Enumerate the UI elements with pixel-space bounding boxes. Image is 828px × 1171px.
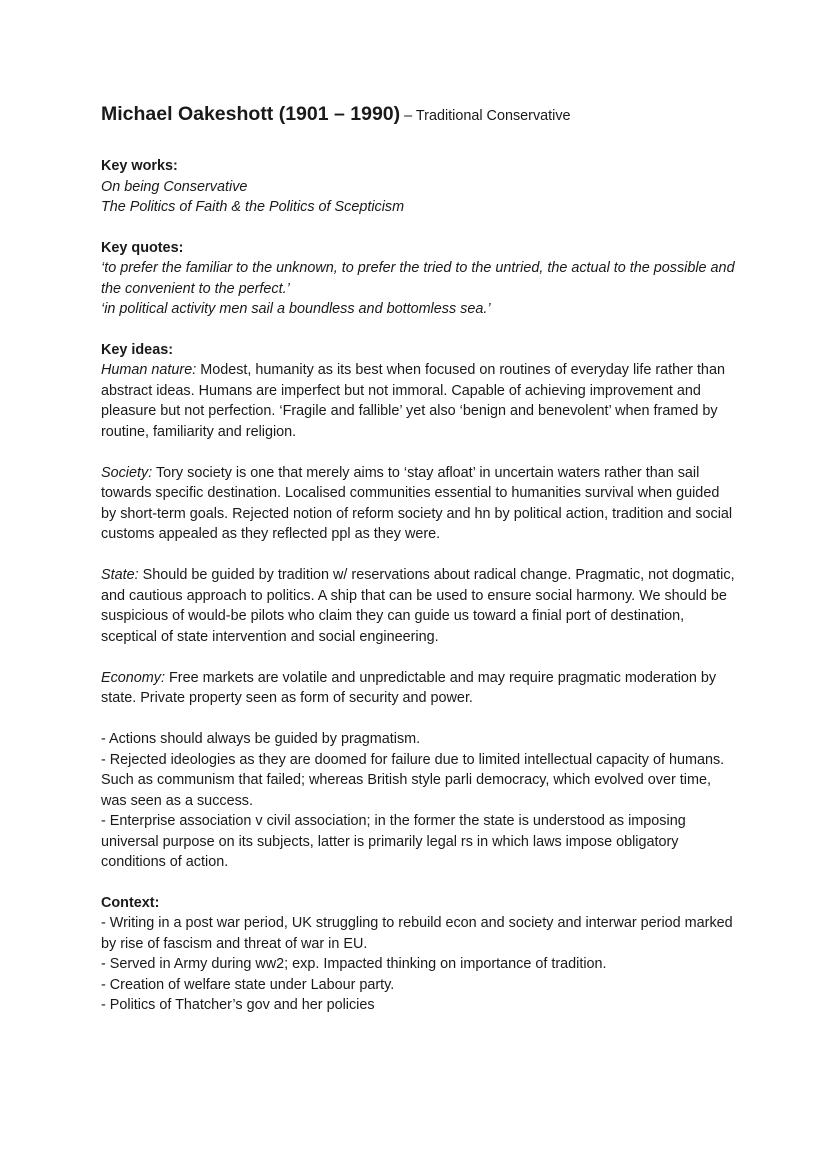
context-heading: Context: [101, 894, 160, 911]
economy-text: Free markets are volatile and unpredictable and may require pragmatic moderation by state. Private property seen as form of security and power. [101, 669, 717, 706]
context-section [101, 893, 738, 1016]
context-bullet: - Served in Army during ww2; exp. Impacted thinking on importance of tradition. [101, 956, 607, 972]
key-work-item: The Politics of Faith & the Politics of Scepticism [101, 199, 405, 215]
key-ideas-section [101, 340, 738, 873]
human-nature-text: Modest, humanity as its best when focused on routines of everyday life rather than abstract ideas. Humans are imperfect but not immoral. Capable of achieving improvement and pleasure but not perfection. ‘Fragile and fallible’ yet also ‘benign and benevolent’ when framed by routine, familiarity and religion. [101, 362, 725, 440]
title-subtitle: – Traditional Conservative [400, 108, 571, 124]
society-text: Tory society is one that merely aims to ‘stay afloat’ in uncertain waters rather than sail towards specific destination. Localised communities essential to humanities survival when guided by short-term goals. Rejected notion of reform society and hn by political action, tradition and social customs appealed as they reflected ppl as they were. [101, 464, 733, 542]
context-bullet: - Politics of Thatcher’s gov and her policies [101, 997, 375, 1013]
society-label: Society: [101, 464, 153, 481]
context-bullet: - Writing in a post war period, UK struggling to rebuild econ and society and interwar period marked by rise of fascism and threat of war in EU. [101, 915, 733, 952]
economy-label: Economy: [101, 669, 165, 686]
society-paragraph [101, 463, 738, 545]
key-work-item: On being Conservative [101, 178, 248, 195]
key-quote-item: ‘to prefer the familiar to the unknown, to prefer the tried to the untried, the actual to the possible and the convenient to the perfect.’ [101, 260, 735, 297]
human-nature-label: Human nature: [101, 362, 197, 378]
state-paragraph [101, 565, 738, 647]
page-title [101, 100, 738, 130]
key-works-heading: Key works: [101, 158, 178, 174]
human-nature-paragraph [101, 360, 738, 442]
key-quotes-heading: Key quotes: [101, 239, 184, 256]
context-bullet: - Creation of welfare state under Labour party. [101, 976, 395, 993]
key-idea-bullet: - Rejected ideologies as they are doomed for failure due to limited intellectual capacity of humans. Such as communism that failed; whereas British style parli democracy, which evolved over time, was seen as a success. [101, 751, 725, 809]
economy-paragraph [101, 668, 738, 709]
key-quotes-section [101, 238, 738, 320]
key-idea-bullet: - Enterprise association v civil association; in the former the state is understood as imposing universal purpose on its subjects, latter is primarily legal rs in which laws impose obligatory conditions of action. [101, 813, 686, 870]
title-name: Michael Oakeshott (1901 – 1990) [101, 103, 401, 125]
key-works-section [101, 156, 738, 218]
key-ideas-heading: Key ideas: [101, 341, 173, 358]
state-text: Should be guided by tradition w/ reservations about radical change. Pragmatic, not dogmatic, and cautious approach to politics. A ship that can be used to ensure social harmony. We should be suspicious of would-be pilots who claim they can guide us toward a finial port of destination, sceptical of state intervention and social engineering. [101, 567, 735, 645]
key-quote-item: ‘in political activity men sail a boundless and bottomless sea.’ [101, 301, 491, 317]
state-label: State: [101, 567, 139, 583]
key-idea-bullet: - Actions should always be guided by pragmatism. [101, 731, 421, 747]
